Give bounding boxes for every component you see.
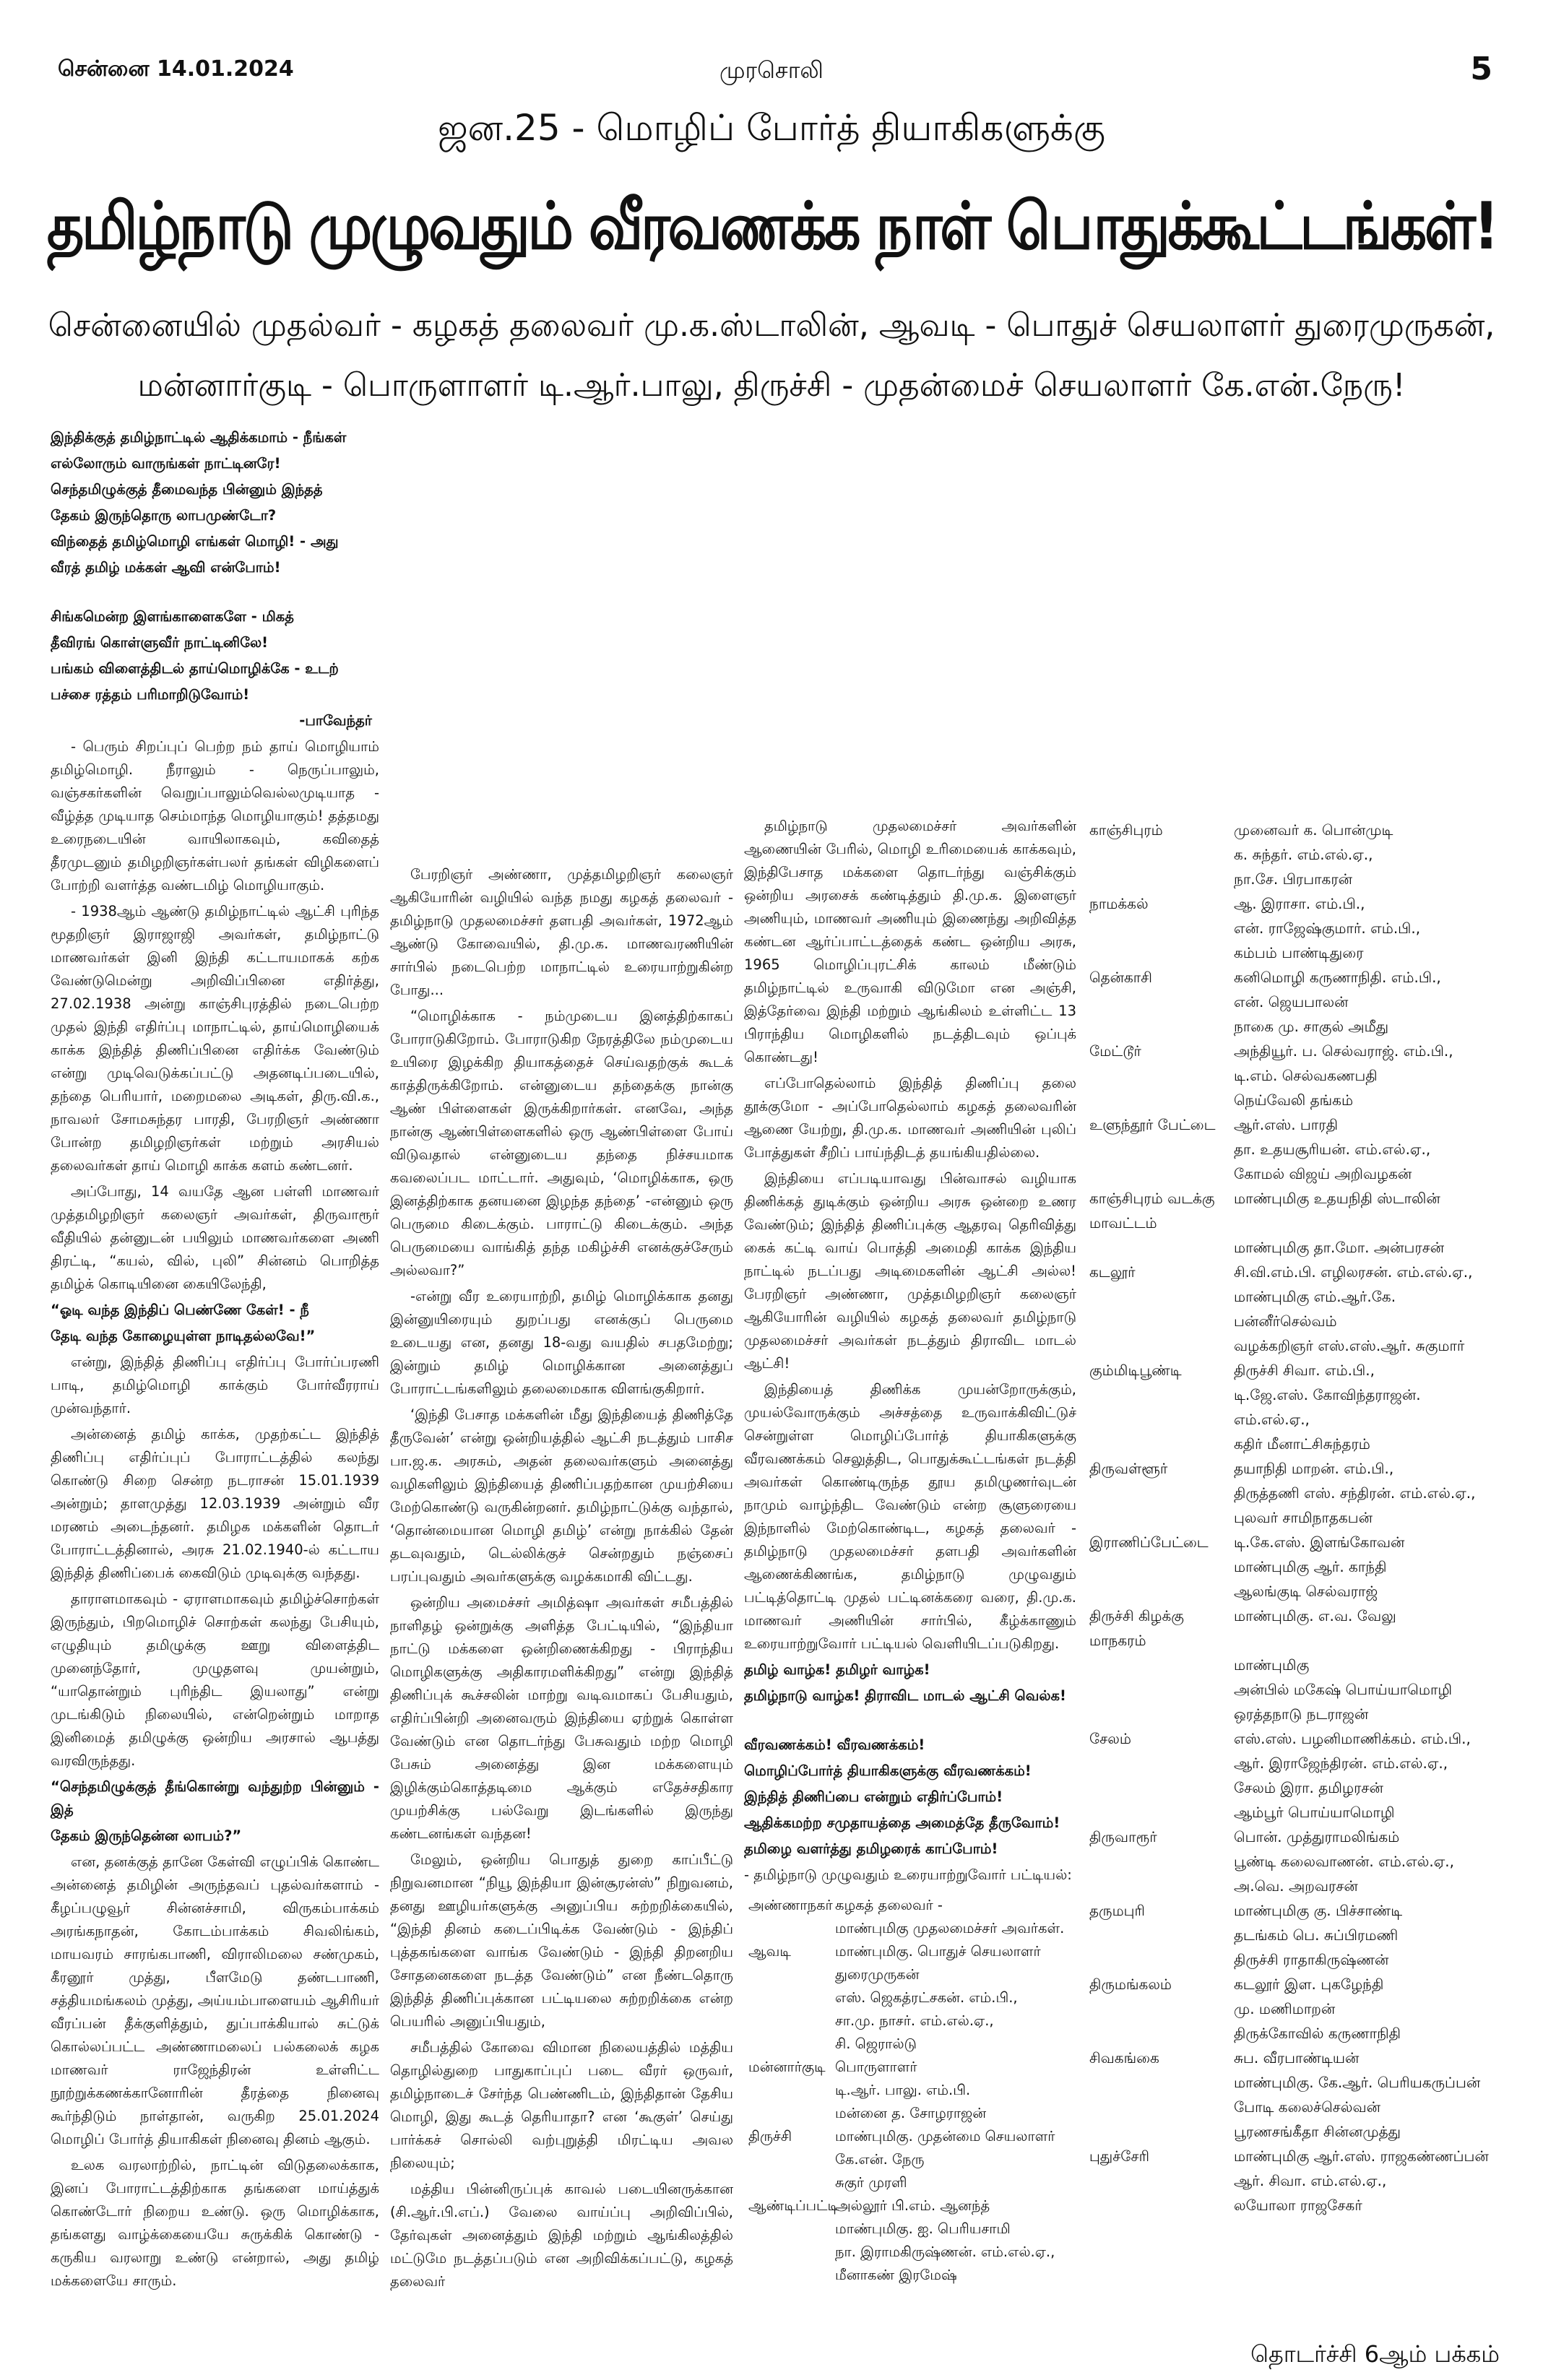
speaker-name: மாண்புமிகு உதயநிதி ஸ்டாலின்	[1234, 1190, 1440, 1207]
speaker-row	[1089, 1456, 1516, 1481]
speaker-row	[1089, 1407, 1516, 1432]
speaker-name: டி.ஆர். பாலு. எம்.பி.	[835, 2082, 971, 2098]
speaker-list-1	[748, 1894, 1073, 2287]
speaker-place	[1089, 1309, 1234, 1333]
speaker-row	[748, 1917, 1073, 1940]
speaker-row	[1089, 1309, 1516, 1333]
speaker-name: மாண்புமிகு. கே.ஆர். பெரியகருப்பன்	[1234, 2074, 1481, 2091]
speaker-name: பொருளாளர்	[835, 2059, 917, 2075]
speaker-row	[1089, 1604, 1516, 1653]
slogan-line: வீரவணக்கம்! வீரவணக்கம்!	[744, 1736, 925, 1753]
poem-line: தீவிரங் கொள்ளுவீர் நாட்டினிலே!	[51, 634, 269, 651]
speaker-name: மன்னை த. சோழராஜன்	[835, 2105, 987, 2121]
speaker-place: திருவாரூர்	[1089, 1828, 1157, 1845]
speaker-place: மன்னார்குடி	[748, 2059, 826, 2075]
speaker-name: முனைவர் க. பொன்முடி	[1234, 821, 1393, 839]
speaker-name: கதிர் மீனாட்சிசுந்தரம்	[1234, 1435, 1370, 1453]
speaker-row	[1089, 1112, 1516, 1137]
speaker-row	[1089, 1481, 1516, 1505]
slogan-line: இந்தித் திணிப்பை என்றும் எதிர்ப்போம்!	[744, 1788, 1003, 1805]
speaker-name: நெய்வேலி தங்கம்	[1234, 1091, 1354, 1109]
speaker-name: மீனாகண் இரமேஷ்	[835, 2267, 957, 2283]
paragraph: என்று, இந்தித் திணிப்பு எதிர்ப்பு போர்ப்பரணி பாடி, தமிழ்மொழி காக்கும் போர்வீரராய் முன்வந்தார்.	[51, 1354, 379, 1416]
speaker-row	[1089, 1849, 1516, 1874]
speaker-place	[1089, 2021, 1234, 2046]
speaker-name: மாண்புமிகு கு. பிச்சாண்டி	[1234, 1902, 1403, 1919]
speaker-row	[1089, 1726, 1516, 1751]
speaker-place	[1089, 867, 1234, 891]
speaker-row	[748, 2148, 1073, 2171]
speaker-row	[1089, 2168, 1516, 2193]
poem-line: பச்சை ரத்தம் பரிமாறிடுவோம்!	[51, 686, 250, 703]
speaker-name: திருக்கோவில் கருணாநிதி	[1234, 2025, 1401, 2042]
speaker-place	[1089, 1554, 1234, 1579]
speaker-row	[1089, 1653, 1516, 1677]
speaker-row	[1089, 1014, 1516, 1039]
speaker-row	[748, 2241, 1073, 2264]
speaker-name: தயாநிதி மாறன். எம்.பி.,	[1234, 1460, 1394, 1477]
speaker-place: தருமபுரி	[1089, 1902, 1145, 1919]
speaker-row	[1089, 1800, 1516, 1825]
speaker-name: தா. உதயசூரியன். எம்.எல்.ஏ.,	[1234, 1141, 1431, 1158]
speaker-row	[1089, 1284, 1516, 1309]
paragraph: ‘இந்தி பேசாத மக்களின் மீது இந்தியைத் திணித்தே தீருவேன்’ என்று ஒன்றியத்தில் ஆட்சி நடத்தும் பாசிச பா.ஜ.க. அரசும், அதன் தலைவர்களும் அனைத்து வழிகளிலும் இந்தியைத் திணிப்பதற்கான முயற்சியை மேற்கொண்டு வருகின்றனர். தமிழ்நாட்டுக்கு வந்தால், ‘தொன்மையான மொழி தமிழ்’ என்று நாக்கில் தேன் தடவுவதும், டெல்லிக்குச் சென்றதும் நஞ்சைப் பரப்புவதும் அவர்களுக்கு வழக்கமாகி விட்டது.	[390, 1406, 733, 1585]
speaker-row	[1089, 2144, 1516, 2168]
speaker-row	[1089, 1063, 1516, 1088]
article-column-3	[744, 815, 1076, 1890]
speaker-place	[748, 2217, 835, 2241]
speaker-name: கனிமொழி கருணாநிதி. எம்.பி.,	[1234, 969, 1441, 986]
speaker-name: வழக்கறிஞர் எஸ்.எஸ்.ஆர். சுகுமார்	[1234, 1337, 1465, 1354]
speaker-name: மு. மணிமாறன்	[1234, 2000, 1336, 2017]
speaker-name: ஆ. இராசா. எம்.பி.,	[1234, 895, 1365, 912]
speaker-place: காஞ்சிபுரம் வடக்கு மாவட்டம்	[1089, 1190, 1215, 1232]
speaker-name: அன்பில் மகேஷ் பொய்யாமொழி	[1234, 1681, 1453, 1698]
speaker-row	[1089, 1702, 1516, 1726]
speaker-name: கம்பம் பாண்டிதுரை	[1234, 944, 1364, 961]
paragraph: சமீபத்தில் கோவை விமான நிலையத்தில் மத்திய தொழில்துறை பாதுகாப்புப் படை வீரர் ஒருவர், தமிழ்நாடைச் சேர்ந்த பெண்ணிடம், இந்திதான் தேசிய மொழி, இது கூடத் தெரியாதா? என ‘கூகுள்’ செய்து பார்க்கச் சொல்லி வற்புறுத்தி மிரட்டிய அவல நிலையும்;	[390, 2039, 733, 2171]
poem-line: தேகம் இருந்தொரு லாபமுண்டோ?	[51, 507, 277, 524]
poem-line: விந்தைத் தமிழ்மொழி எங்கள் மொழி! - அது	[51, 533, 339, 550]
speaker-place: திருச்சி கிழக்கு மாநகரம்	[1089, 1607, 1184, 1649]
speaker-name: மாண்புமிகு. எ.வ. வேலு	[1234, 1607, 1396, 1624]
speaker-name: புலவர் சாமிநாதகபன்	[1234, 1509, 1373, 1526]
speaker-name: கழகத் தலைவர் -	[835, 1897, 943, 1913]
poem-line: சிங்கமென்ற இளங்காளைகளே - மிகத்	[51, 608, 294, 625]
speaker-row	[1089, 1382, 1516, 1407]
poem-line: பங்கம் விளைத்திடல் தாய்மொழிக்கே - உடற்	[51, 660, 339, 677]
page-header	[0, 0, 1543, 94]
speaker-name: கடலூர் இள. புகழேந்தி	[1234, 1976, 1384, 1993]
speaker-place: சிவகங்கை	[1089, 2049, 1159, 2067]
paragraph: இந்தியைத் திணிக்க முயன்றோருக்கும், முயல்வோருக்கும் அச்சத்தை உருவாக்கிவிட்டுச் சென்றுள்ள மொழிப்போர்த் தியாகிகளுக்கு வீரவணக்கம் செலுத்திட, பொதுக்கூட்டங்கள் நடத்தி அவர்கள் கொண்டிருந்த தூய தமிழுணர்வுடன் நாமும் வாழ்ந்திட வேண்டும் என்ற சூளுரையை இந்நாளில் மேற்கொண்டிட, கழகத் தலைவர் - தமிழ்நாடு முதலமைச்சர் தளபதி அவர்களின் ஆணைக்கிணங்க, தமிழ்நாடு முழுவதும் பட்டித்தொட்டி முதல் பட்டினக்கரை வரை, தி.மு.க. மாணவர் அணியின் சார்பில், கீழ்க்காணும் உரையாற்றுவோர் பட்டியல் வெளியிடப்படுகிறது.	[744, 1381, 1076, 1652]
speaker-row	[1089, 1137, 1516, 1161]
article-column-1	[51, 426, 379, 2295]
speaker-place	[1089, 1161, 1234, 1186]
speaker-name: என். ராஜேஷ்குமார். எம்.பி.,	[1234, 919, 1421, 937]
speaker-row	[748, 2079, 1073, 2102]
speaker-row	[1089, 1235, 1516, 1260]
speaker-row	[1089, 891, 1516, 916]
speaker-row	[1089, 1898, 1516, 1923]
speaker-place: கடலூர்	[1089, 1263, 1136, 1281]
speaker-name: டி.எம். செல்வகணபதி	[1234, 1067, 1378, 1084]
speaker-name: ஆர். இராஜேந்திரன். எம்.எல்.ஏ.,	[1234, 1754, 1448, 1772]
speaker-row	[1089, 1554, 1516, 1579]
speaker-place	[1089, 1333, 1234, 1358]
speaker-place	[748, 2264, 835, 2287]
speaker-name: என். ஜெயபாலன்	[1234, 993, 1349, 1011]
paragraph: - 1938ஆம் ஆண்டு தமிழ்நாட்டில் ஆட்சி புரிந்த மூதறிஞர் இராஜாஜி அவர்கள், தமிழ்நாட்டு மாணவர்கள் இனி இந்தி கட்டாயமாகக் கற்க வேண்டுமென்று அறிவிப்பினை எதிர்த்து, 27.02.1938 அன்று காஞ்சிபுரத்தில் நடைபெற்ற முதல் இந்தி எதிர்ப்பு மாநாட்டில், தாய்மொழியைக் காக்க இந்தித் திணிப்பினை எதிர்க்க வேண்டும் என்று முடிவெடுக்கப்பட்டு அதனடிப்படையில், தந்தை பெரியார், மறைமலை அடிகள், திரு.வி.க., நாவலர் சோமசுந்தர பாரதி, பேரறிஞர் அண்ணா போன்ற தமிழறிஞர்கள் மற்றும் அரசியல் தலைவர்கள் தாய் மொழி காக்க களம் கண்டனர்.	[51, 903, 379, 1174]
subhead-2: மன்னார்குடி - பொருளாளர் டி.ஆர்.பாலு, திருச்சி - முதன்மைச் செயலாளர் கே.என்.நேரு!	[137, 367, 1406, 404]
speaker-name: சி. ஜெரால்டு	[835, 2035, 917, 2052]
speaker-place: திருமங்கலம்	[1089, 1976, 1172, 1993]
speaker-row	[748, 2264, 1073, 2287]
speaker-name: தடங்கம் பெ. சுப்பிரமணி	[1234, 1926, 1399, 1944]
speaker-row	[748, 2033, 1073, 2056]
paragraph: அப்போது, 14 வயதே ஆன பள்ளி மாணவர் முத்தமிழறிஞர் கலைஞர் அவர்கள், திருவாரூர் வீதியில் தன்னுடன் பயிலும் மாணவர்களை அணி திரட்டி, “கயல், வில், புலி” சின்னம் பொறித்த தமிழ்க் கொடியினை கையிலேந்தி,	[51, 1183, 379, 1292]
article-column-2	[390, 863, 733, 2296]
speaker-place	[1089, 2095, 1234, 2119]
speaker-place	[1089, 1702, 1234, 1726]
paragraph: “மொழிக்காக - நம்முடைய இனத்திற்காகப் போராடுகிறோம். போராடுகிற நேரத்திலே நம்முடைய உயிரை இழக்கிற தியாகத்தைச் செய்வதற்குக் கூடக் காத்திருக்கிறோம். என்னுடைய தந்தைக்கு நான்கு ஆண் பிள்ளைகள் இருக்கிறார்கள். எனவே, அந்த நான்கு ஆண்பிள்ளைகளில் ஒரு ஆண்பிள்ளை போய் விடுவதால் என்னுடைய தந்தை நிச்சயமாக கவலைப்பட மாட்டார். அதுவும், ‘மொழிக்காக, ஒரு இனத்திற்காக தனயனை இழந்த தந்தை’ -என்னும் ஒரு பெருமை கிடைக்கும். பாராட்டு கிடைக்கும். அந்த பெருமையை வாங்கித் தந்த மகிழ்ச்சி எனக்குச்சேரும் அல்லவா?”	[390, 1008, 733, 1278]
speaker-place	[1089, 990, 1234, 1014]
speaker-name: எம்.எல்.ஏ.,	[1234, 1411, 1310, 1428]
speaker-row	[1089, 990, 1516, 1014]
speaker-place: உளுந்தூர் பேட்டை	[1089, 1116, 1216, 1133]
speaker-place: நாமக்கல்	[1089, 895, 1149, 912]
quote-line: தேகம் இருந்தென்ன லாபம்?”	[51, 1827, 242, 1844]
poem-line: எல்லோரும் வாருங்கள் நாட்டினரே!	[51, 455, 281, 472]
paragraph: -என்று வீர உரையாற்றி, தமிழ் மொழிக்காக தனது இன்னுயிரையும் துறப்பது எனக்குப் பெருமை உடையது என, தனது 18-வது வயதில் சபதமேற்று; இன்றும் தமிழ் மொழிக்கான அனைத்துப் போராட்டங்களிலும் தலைமைகாக விளங்குகிறார்.	[390, 1288, 733, 1397]
speaker-place: கும்மிடிபூண்டி	[1089, 1362, 1182, 1379]
speaker-row	[748, 2125, 1073, 2148]
speaker-row	[1089, 1947, 1516, 1972]
paragraph: ஒன்றிய அமைச்சர் அமித்ஷா அவர்கள் சமீபத்தில் நாளிதழ் ஒன்றுக்கு அளித்த பேட்டியில், “இந்தியா நாட்டு மக்களை ஒன்றிணைக்கிறது - பிராந்திய மொழிகளுக்கு அதிகாரமளிக்கிறது” என்று இந்தித் திணிப்புக் கூச்சலின் மாற்று வடிவமாகப் பேசியதும், எதிர்ப்பின்றி அனைவரும் இந்தியை ஏற்றுக் கொள்ள வேண்டும் என தொடர்ந்து பேசுவதும் மற்ற மொழி பேசும் அனைத்து இன மக்களையும் இழிக்கும்கொத்தடிமை ஆக்கும் எதேச்சதிகார முயற்சிக்கு பல்வேறு இடங்களில் இருந்து கண்டனங்கள் வந்தன!	[390, 1594, 733, 1842]
speaker-name: அ.வெ. அறவரசன்	[1234, 1877, 1358, 1895]
speaker-row	[1089, 1186, 1516, 1235]
speaker-place	[1089, 1505, 1234, 1530]
slogan-line: தமிழை வளர்த்து தமிழரைக் காப்போம்!	[744, 1840, 998, 1857]
speaker-place	[1089, 1407, 1234, 1432]
speaker-name: திருச்சி ராதாகிருஷ்ணன்	[1234, 1951, 1389, 1968]
speaker-name: போடி கலைச்செல்வன்	[1234, 2098, 1380, 2116]
speaker-row	[748, 1963, 1073, 1986]
speaker-place	[1089, 1751, 1234, 1775]
speaker-place	[1089, 1849, 1234, 1874]
speaker-place	[748, 2009, 835, 2033]
speaker-place	[1089, 1382, 1234, 1407]
slogan-line: தமிழ்நாடு வாழ்க! திராவிட மாடல் ஆட்சி வெல்க!	[744, 1687, 1066, 1704]
speaker-place	[1089, 2119, 1234, 2144]
speaker-row	[1089, 1530, 1516, 1554]
city-date: சென்னை 14.01.2024	[58, 56, 294, 82]
speaker-row	[1089, 1775, 1516, 1800]
speaker-place	[1089, 1923, 1234, 1947]
speaker-name: பூண்டி கலைவாணன். எம்.எல்.ஏ.,	[1234, 1853, 1455, 1870]
speaker-name: திருத்தணி எஸ். சந்திரன். எம்.எல்.ஏ.,	[1234, 1484, 1476, 1502]
speaker-place	[748, 2033, 835, 2056]
speaker-place	[1089, 1432, 1234, 1456]
paragraph: இந்தியை எப்படியாவது பின்வாசல் வழியாக திணிக்கத் துடிக்கும் ஒன்றிய அரசு ஒன்றை உணர வேண்டும்; இந்தித் திணிப்புக்கு ஆதரவு தெரிவித்து கைக் கட்டி வாய் பொத்தி அமைதி காக்க இந்திய நாட்டில் நடப்பது அடிமைகளின் ஆட்சி அல்ல! பேரறிஞர் அண்ணா, முத்தமிழறிஞர் கலைஞர் ஆகியோரின் வழியில் கழகத் தலைவர் தமிழ்நாடு முதலமைச்சர் அவர்கள் நடத்தும் திராவிட மாடல் ஆட்சி!	[744, 1170, 1076, 1372]
speaker-name: ஆம்பூர் பொய்யாமொழி	[1234, 1804, 1395, 1821]
speaker-name: மாண்புமிகு. ஐ. பெரியசாமி	[835, 2220, 1011, 2237]
paragraph: உலக வரலாற்றில், நாட்டின் விடுதலைக்காக, இனப் போராட்டத்திற்காக தங்களை மாய்த்துக் கொண்டோர் நிறைய உண்டு. ஒரு மொழிக்காக, தங்களது வாழ்க்கையையே சுருக்கிக் கொண்டு - கருகிய வரலாறு உண்டு என்றால், அது தமிழ் மக்களையே சாரும்.	[51, 2157, 379, 2289]
speaker-row	[1089, 2021, 1516, 2046]
poem-line: செந்தமிழுக்குத் தீமைவந்த பின்னும் இந்தத்	[51, 481, 323, 498]
speaker-row	[748, 2217, 1073, 2241]
speaker-name: எஸ்.எஸ். பழனிமாணிக்கம். எம்.பி.,	[1234, 1730, 1471, 1747]
speaker-name: க. சுந்தர். எம்.எல்.ஏ.,	[1234, 846, 1373, 863]
quote-line: தேடி வந்த கோழையுள்ள நாடிதல்லவே!”	[51, 1328, 316, 1344]
speaker-row	[748, 1986, 1073, 2009]
speaker-row	[1089, 1358, 1516, 1382]
speaker-row	[1089, 1505, 1516, 1530]
speaker-place	[1089, 1481, 1234, 1505]
speaker-name: சுகுர் முரளி	[835, 2174, 907, 2191]
speaker-name: மாண்புமிகு எம்.ஆர்.கே.	[1234, 1288, 1396, 1305]
speaker-name: துரைமுருகன்	[835, 1966, 920, 1983]
paragraph: அன்னைத் தமிழ் காக்க, முதற்கட்ட இந்தித் திணிப்பு எதிர்ப்புப் போராட்டத்தில் கலந்து கொண்டு சிறை சென்ற நடராசன் 15.01.1939 அன்றும்; தாளமுத்து 12.03.1939 அன்றும் வீர மரணம் அடைந்தனர். தமிழக மக்களின் தொடர் போராட்டத்தினால், அரசு 21.02.1940-ல் கட்டாய இந்தித் திணிப்பைக் கைவிடும் முடிவுக்கு வந்தது.	[51, 1426, 379, 1581]
speaker-row	[1089, 1161, 1516, 1186]
speaker-place	[1089, 1137, 1234, 1161]
speaker-name: பன்னீர்செல்வம்	[1234, 1312, 1337, 1330]
speaker-place	[1089, 1284, 1234, 1309]
speaker-row	[748, 1894, 1073, 1917]
speaker-name: மாண்புமிகு. முதன்மை செயலாளர்	[835, 2128, 1055, 2145]
speaker-place	[1089, 1088, 1234, 1112]
speaker-place	[1089, 1014, 1234, 1039]
poem-line: வீரத் தமிழ் மக்கள் ஆவி என்போம்!	[51, 559, 281, 576]
speaker-name: நாகை மு. சாகுல் அமீது	[1234, 1018, 1389, 1035]
speaker-name: மாண்புமிகு ஆர். காந்தி	[1234, 1558, 1387, 1575]
kicker: ஜன.25 - மொழிப் போர்த் தியாகிகளுக்கு	[437, 107, 1106, 149]
speaker-name: மாண்புமிகு ஆர்.எஸ். ராஜகண்ணப்பன்	[1234, 2147, 1489, 2165]
speaker-place	[748, 2102, 835, 2125]
speaker-name: எஸ். ஜெகத்ரட்சகன். எம்.பி.,	[835, 1989, 1018, 2006]
paragraph: மத்திய பின்னிருப்புக் காவல் படையினருக்கான (சி.ஆர்.பி.எப்.) வேலை வாய்ப்பு அறிவிப்பில், தேர்வுகள் அனைத்தும் இந்தி மற்றும் ஆங்கிலத்தில் மட்டுமே நடத்தப்படும் என அறிவிக்கப்பட்டு, கழகத் தலைவர்	[390, 2181, 733, 2290]
speaker-name: பூரணசங்கீதா சின்னமுத்து	[1234, 2123, 1401, 2140]
speaker-row	[1089, 1972, 1516, 1996]
speaker-row	[1089, 842, 1516, 867]
speaker-row	[1089, 1579, 1516, 1604]
speaker-place: இராணிப்பேட்டை	[1089, 1533, 1209, 1551]
speaker-row	[1089, 1751, 1516, 1775]
speaker-list-2	[1089, 818, 1516, 2217]
speaker-name: லயோலா ராஜசேகர்	[1234, 2197, 1362, 2214]
speaker-name: பொன். முத்துராமலிங்கம்	[1234, 1828, 1400, 1845]
speaker-name: நா.சே. பிரபாகரன்	[1234, 870, 1353, 888]
speaker-place	[748, 2079, 835, 2102]
continued-note: தொடர்ச்சி 6ஆம் பக்கம்	[1250, 2340, 1500, 2368]
speaker-row	[1089, 2119, 1516, 2144]
speaker-row	[748, 2056, 1073, 2079]
speaker-place	[1089, 842, 1234, 867]
speaker-place: திருச்சி	[748, 2128, 792, 2145]
speaker-place: புதுச்சேரி	[1089, 2147, 1149, 2165]
speaker-place: காஞ்சிபுரம்	[1089, 821, 1163, 839]
speaker-row	[1089, 965, 1516, 990]
speaker-row	[748, 2194, 1073, 2217]
headline: தமிழ்நாடு முழுவதும் வீரவணக்க நாள் பொதுக்கூட்டங்கள்!	[46, 188, 1497, 264]
speaker-place	[1089, 1996, 1234, 2021]
speaker-place: தென்காசி	[1089, 969, 1152, 986]
speaker-place	[1089, 1800, 1234, 1825]
speaker-name: சி.வி.எம்.பி. எழிலரசன். எம்.எல்.ஏ.,	[1234, 1263, 1473, 1281]
speaker-name: மாண்புமிகு தா.மோ. அன்பரசன்	[1234, 1239, 1445, 1256]
speaker-name: மாண்புமிகு. பொதுச் செயலாளர்	[835, 1943, 1041, 1960]
speaker-place	[1089, 1063, 1234, 1088]
speaker-name: கே.என். நேரு	[835, 2151, 925, 2168]
poem-signature: -பாவேந்தர்	[299, 712, 372, 729]
speaker-name: டி.கே.எஸ். இளங்கோவன்	[1234, 1533, 1405, 1551]
paragraph: பேரறிஞர் அண்ணா, முத்தமிழறிஞர் கலைஞர் ஆகியோரின் வழியில் வந்த நமது கழகத் தலைவர் - தமிழ்நாடு முதலமைச்சர் தளபதி அவர்கள், 1972ஆம் ஆண்டு கோவையில், தி.மு.க. மாணவரணியின் சார்பில் நடைபெற்ற மாநாட்டில் உரையாற்றுகின்ற போது...	[390, 866, 733, 998]
speaker-row	[1089, 1677, 1516, 1702]
speaker-name: டி.ஜே.எஸ். கோவிந்தராஜன்.	[1234, 1386, 1421, 1403]
speaker-name: மாண்புமிகு	[1234, 1656, 1310, 1674]
speaker-row	[1089, 1333, 1516, 1358]
speaker-name: திருச்சி சிவா. எம்.பி.,	[1234, 1362, 1375, 1379]
speaker-place	[1089, 1775, 1234, 1800]
speaker-row	[1089, 1432, 1516, 1456]
paragraph: தமிழ்நாடு முதலமைச்சர் அவர்களின் ஆணையின் பேரில், மொழி உரிமையைக் காக்கவும், இந்திபேசாத மக்களை தொடர்ந்து வஞ்சிக்கும் ஒன்றிய அரசைக் கண்டித்தும் தி.மு.க. இளைஞர் அணியும், மாணவர் அணியும் இணைந்து அறிவித்த கண்டன ஆர்ப்பாட்டத்தைக் கண்ட ஒன்றிய அரசு, 1965 மொழிப்புரட்சிக் காலம் மீண்டும் தமிழ்நாட்டில் உருவாகி விடுமோ என அஞ்சி, இத்தேர்வை இந்தி மற்றும் ஆங்கிலம் உள்ளிட்ட 13 பிராந்திய மொழிகளில் நடத்திடவும் ஒப்புக் கொண்டது!	[744, 818, 1076, 1065]
paragraph: - பெரும் சிறப்புப் பெற்ற நம் தாய் மொழியாம் தமிழ்மொழி. நீராலும் - நெருப்பாலும், வஞ்சகர்களின் வெறுப்பாலும்வெல்லமுடியாத - வீழ்த்த முடியாத செம்மாந்த மொழியாகும்! தத்தமது உரைநடையின் வாயிலாகவும், கவிதைத் தீரமுடனும் தமிழறிஞர்கள்பலர் தங்கள் விழிகளைப் போற்றி வளர்த்த வண்டமிழ் மொழியாகும்.	[51, 738, 379, 893]
speaker-place: திருவள்ளூர்	[1089, 1460, 1168, 1477]
speaker-name: அந்தியூர். ப. செல்வராஜ். எம்.பி.,	[1234, 1042, 1453, 1060]
speaker-place	[748, 2148, 835, 2171]
speaker-name: மாண்புமிகு முதலமைச்சர் அவர்கள்.	[835, 1920, 1065, 1937]
speaker-place	[748, 2171, 835, 2194]
speaker-place	[748, 1963, 835, 1986]
slogan-line: ஆதிக்கமற்ற சமுதாயத்தை அமைத்தே தீருவோம்!	[744, 1814, 1060, 1831]
speaker-name: அல்லூர் பி.எம். ஆனந்த்	[835, 2197, 990, 2214]
speaker-place	[1089, 1677, 1234, 1702]
speaker-place	[1089, 1579, 1234, 1604]
speaker-row	[1089, 916, 1516, 940]
speaker-row	[1089, 1923, 1516, 1947]
speaker-place	[1089, 2168, 1234, 2193]
paragraph: மேலும், ஒன்றிய பொதுத் துறை காப்பீட்டு நிறுவனமான “நியூ இந்தியா இன்சூரன்ஸ்” நிறுவனம், தனது ஊழியர்களுக்கு அனுப்பிய சுற்றறிக்கையில், “இந்தி தினம் கடைப்பிடிக்க வேண்டும் - இந்திப் புத்தகங்களை வாங்க வேண்டும் - இந்தி திறனறிய சோதனைகளை நடத்த வேண்டும்” என நீண்டதொரு இந்தித் திணிப்புக்கான பட்டியலை சுற்றறிக்கை என்ற பெயரில் அனுப்பியதும்,	[390, 1851, 733, 2030]
speaker-place	[748, 1986, 835, 2009]
slogan-line: மொழிப்போர்த் தியாகிகளுக்கு வீரவணக்கம்!	[744, 1762, 1032, 1779]
slogan-line: தமிழ் வாழ்க! தமிழர் வாழ்க!	[744, 1661, 930, 1678]
speaker-place: மேட்டூர்	[1089, 1042, 1141, 1060]
speaker-name: ஆர்.எஸ். பாரதி	[1234, 1116, 1338, 1133]
speaker-name: கோமல் விஜய் அறிவழகன்	[1234, 1165, 1412, 1182]
paragraph: தாராளமாகவும் - ஏராளமாகவும் தமிழ்ச்சொற்கள் இருந்தும், பிறமொழிச் சொற்கள் கலந்து பேசியும், எழுதியும் தமிழுக்கு ஊறு விளைத்திட முனைந்தோர், முழுதளவு முயன்றும், “யாதொன்றும் புரிந்திட இயலாது” என்று முடங்கிடும் நிலையில், என்றென்றும் மாறாத இனிமைத் தமிழுக்கு ஒன்றிய அரசால் ஆபத்து வரவிருந்தது.	[51, 1591, 379, 1769]
paragraph: எப்போதெல்லாம் இந்தித் திணிப்பு தலை தூக்குமோ - அப்போதெல்லாம் கழகத் தலைவரின் ஆணை யேற்று, தி.மு.க. மாணவர் அணியின் புலிப் போத்துகள் சீறிப் பாய்ந்திடத் தயங்கியதில்லை.	[744, 1075, 1076, 1161]
speaker-place	[1089, 1947, 1234, 1972]
speaker-name: சா.மு. நாசர். எம்.எல்.ஏ.,	[835, 2012, 994, 2029]
speaker-place	[748, 2241, 835, 2264]
speaker-row	[1089, 1996, 1516, 2021]
headline-box	[43, 172, 1500, 280]
speaker-row	[748, 1940, 1073, 1963]
speaker-row	[1089, 818, 1516, 842]
speaker-name: ஒரத்தநாடு நடராஜன்	[1234, 1705, 1369, 1723]
subhead-1: சென்னையில் முதல்வர் - கழகத் தலைவர் மு.க.ஸ்டாலின், ஆவடி - பொதுச் செயலாளர் துரைமுருகன்,	[48, 307, 1495, 344]
speaker-place: சேலம்	[1089, 1730, 1131, 1747]
speaker-place: ஆண்டிப்பட்டி	[748, 2197, 839, 2214]
speaker-row	[1089, 1874, 1516, 1898]
speaker-row	[1089, 867, 1516, 891]
quote-line: “செந்தமிழுக்குத் தீங்கொன்று வந்துற்ற பின்னும் - இத்	[51, 1778, 379, 1818]
paragraph: என, தனக்குத் தானே கேள்வி எழுப்பிக் கொண்ட அன்னைத் தமிழின் அருந்தவப் புதல்வர்களாம் - கீழப்பழுவூர் சின்னச்சாமி, விருகம்பாக்கம் அரங்கநாதன், கோடம்பாக்கம் சிவலிங்கம், மாயவரம் சாரங்கபாணி, விராலிமலை சண்முகம், கீரனூர் முத்து, பீளமேடு தண்டபாணி, சத்தியமங்கலம் முத்து, அய்யம்பாளையம் ஆசிரியர் வீரப்பன் தீக்குளித்தும், துப்பாக்கியால் சுட்டுக் கொல்லப்பட்ட அண்ணாமலைப் பல்கலைக் கழக மாணவர் ராஜேந்திரன் உள்ளிட்ட நூற்றுக்கணக்கானோரின் தீரத்தை நினைவு கூர்ந்திடும் நாள்தான், வருகிற 25.01.2024 மொழிப் போர்த் தியாகிகள் நினைவு தினம் ஆகும்.	[51, 1853, 379, 2147]
speaker-row	[1089, 2095, 1516, 2119]
speaker-list-intro: - தமிழ்நாடு முழுவதும் உரையாற்றுவோர் பட்டியல்:	[744, 1866, 1072, 1883]
speaker-row	[1089, 1260, 1516, 1284]
speaker-place	[1089, 1235, 1234, 1260]
speaker-name: ஆலங்குடி செல்வராஜ்	[1234, 1583, 1378, 1600]
quote-line: “ஓடி வந்த இந்திப் பெண்ணே கேள்! - நீ	[51, 1302, 309, 1318]
speaker-place: ஆவடி	[748, 1943, 791, 1960]
page-number: 5	[1470, 51, 1492, 87]
speaker-place	[1089, 1874, 1234, 1898]
speaker-place	[748, 1917, 835, 1940]
speaker-row	[1089, 940, 1516, 965]
speaker-row	[1089, 2193, 1516, 2217]
speaker-row	[1089, 1039, 1516, 1063]
speaker-row	[1089, 2046, 1516, 2070]
speaker-place	[1089, 940, 1234, 965]
poem-line: இந்திக்குத் தமிழ்நாட்டில் ஆதிக்கமாம் - நீங்கள்	[51, 429, 347, 446]
speaker-row	[748, 2171, 1073, 2194]
speaker-row	[748, 2102, 1073, 2125]
speaker-row	[748, 2009, 1073, 2033]
speaker-name: சேலம் இரா. தமிழரசன்	[1234, 1779, 1383, 1796]
speaker-name: நா. இராமகிருஷ்ணன். எம்.எல்.ஏ.,	[835, 2243, 1055, 2260]
newspaper-name: முரசொலி	[719, 56, 824, 84]
speaker-row	[1089, 2070, 1516, 2095]
speaker-place	[1089, 2070, 1234, 2095]
speaker-place: அண்ணாநகர்	[748, 1897, 833, 1913]
speaker-row	[1089, 1088, 1516, 1112]
speaker-name: ஆர். சிவா. எம்.எல்.ஏ.,	[1234, 2172, 1387, 2189]
speaker-place	[1089, 916, 1234, 940]
speaker-place	[1089, 2193, 1234, 2217]
speaker-name: சுப. வீரபாண்டியன்	[1234, 2049, 1360, 2067]
speaker-place	[1089, 1653, 1234, 1677]
speaker-row	[1089, 1825, 1516, 1849]
